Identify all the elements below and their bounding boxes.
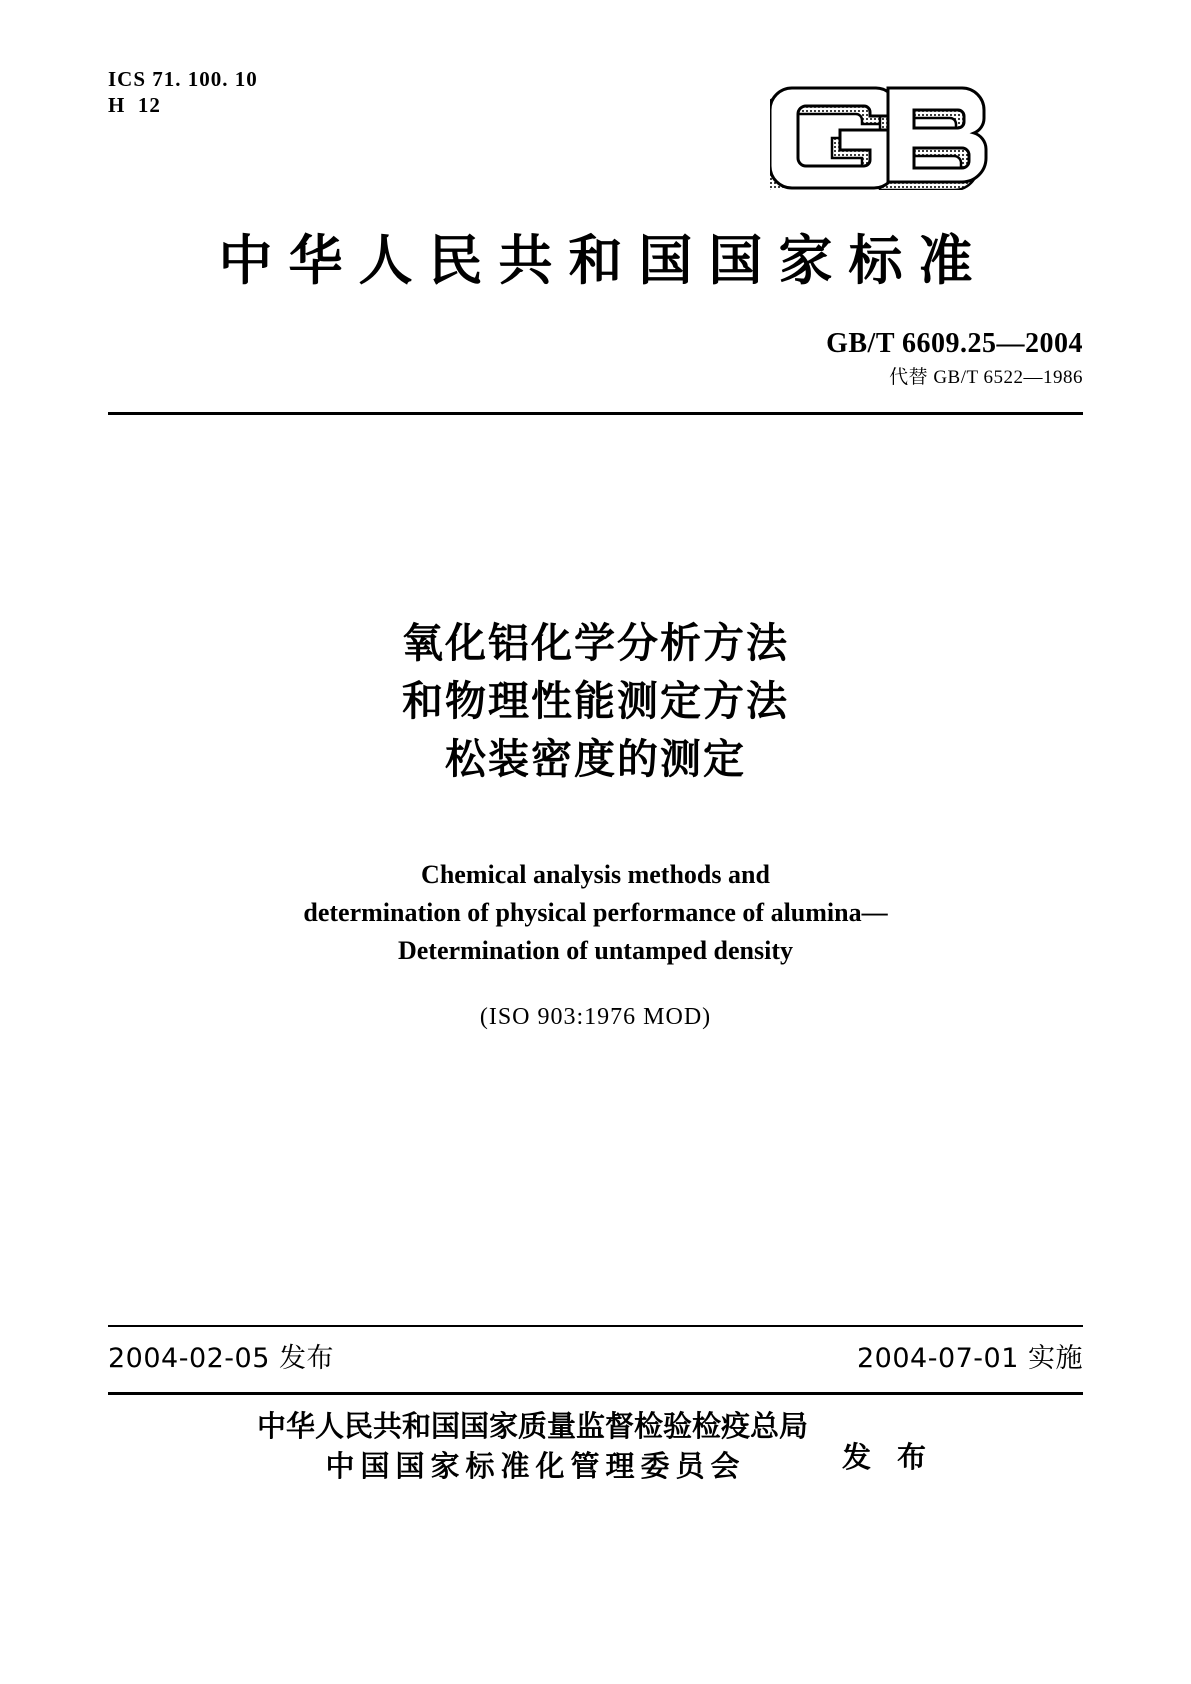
document-title-en-line1: Chemical analysis methods and: [421, 860, 770, 889]
document-title-en: [0, 856, 1191, 970]
iso-equivalence-note: (ISO 903:1976 MOD): [479, 1004, 712, 1030]
ccs-code: H 12: [108, 93, 161, 117]
issue-date: 2004-02-05 发布: [108, 1343, 334, 1374]
ics-classification-block: [108, 66, 258, 118]
issuing-authority-names: [257, 1406, 808, 1486]
document-title-en-line2: determination of physical performance of alumina—: [303, 898, 888, 927]
implementation-date: 2004-07-01 实施: [857, 1343, 1083, 1374]
national-standard-title: 中华人民共和国国家标准: [218, 229, 989, 292]
document-title-cn-line3: 松装密度的测定: [445, 735, 746, 783]
issuing-authority-block: [0, 1406, 1191, 1486]
standard-replaces: 代替 GB/T 6522—1986: [889, 367, 1083, 388]
document-title-cn: [0, 614, 1191, 788]
issuing-authority-line2: 中国国家标准化管理委员会: [325, 1449, 746, 1483]
divider-top: [108, 412, 1083, 415]
document-title-cn-line1: 氧化铝化学分析方法: [402, 619, 789, 667]
document-title-en-line3: Determination of untamped density: [397, 936, 794, 965]
gb-emblem-logo: [770, 70, 1000, 190]
issuing-authority-line1: 中华人民共和国国家质量监督检验检疫总局: [256, 1409, 808, 1443]
ics-code: ICS 71. 100. 10: [108, 67, 258, 91]
divider-above-dates: [108, 1325, 1083, 1327]
issuing-verb: 发 布: [841, 1439, 935, 1474]
divider-below-dates: [108, 1392, 1083, 1395]
standard-number: GB/T 6609.25—2004: [826, 328, 1083, 359]
document-title-cn-line2: 和物理性能测定方法: [402, 677, 789, 725]
